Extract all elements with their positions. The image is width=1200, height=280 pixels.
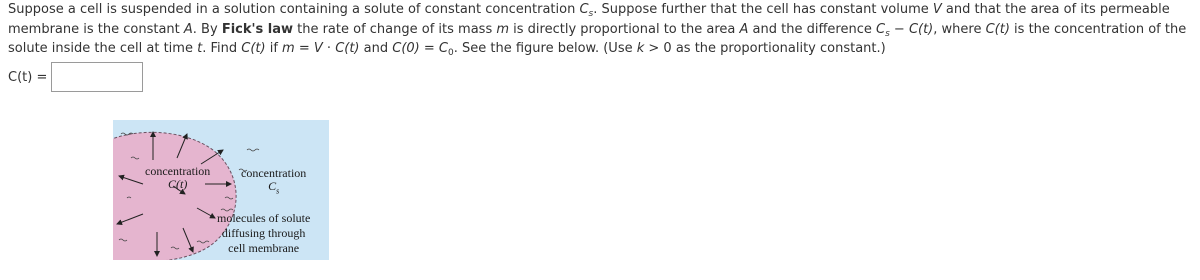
- answer-row: [8, 62, 143, 92]
- inside-concentration-label: concentration C(t): [145, 164, 211, 191]
- problem-statement: Suppose a cell is suspended in a solution containing a solute of constant concentration $C_s$. Suppose further that the cell has constant volume V and that the area of its permeable membrane is the constant A. By Fick's law the rate of change of its mass m is directly proportional to the area A and the difference $C_s - C(t)$, where C(t) is the concentration of the solute inside the cell at time t. Find C(t) if m = V · C(t) and $C(0) = C_0$. See the figure below. (Use k > 0 as the proportionality constant.): [8, 2, 1187, 58]
- answer-input[interactable]: [51, 62, 143, 92]
- answer-label: C(t) =: [8, 69, 48, 85]
- molecules-label: molecules of solute diffusing through cell membrane: [217, 211, 311, 255]
- cell-diffusion-figure: [113, 120, 329, 260]
- ficks-law-term: Fick's law: [221, 21, 293, 37]
- outside-concentration-label: concentration $C_s$: [241, 166, 307, 196]
